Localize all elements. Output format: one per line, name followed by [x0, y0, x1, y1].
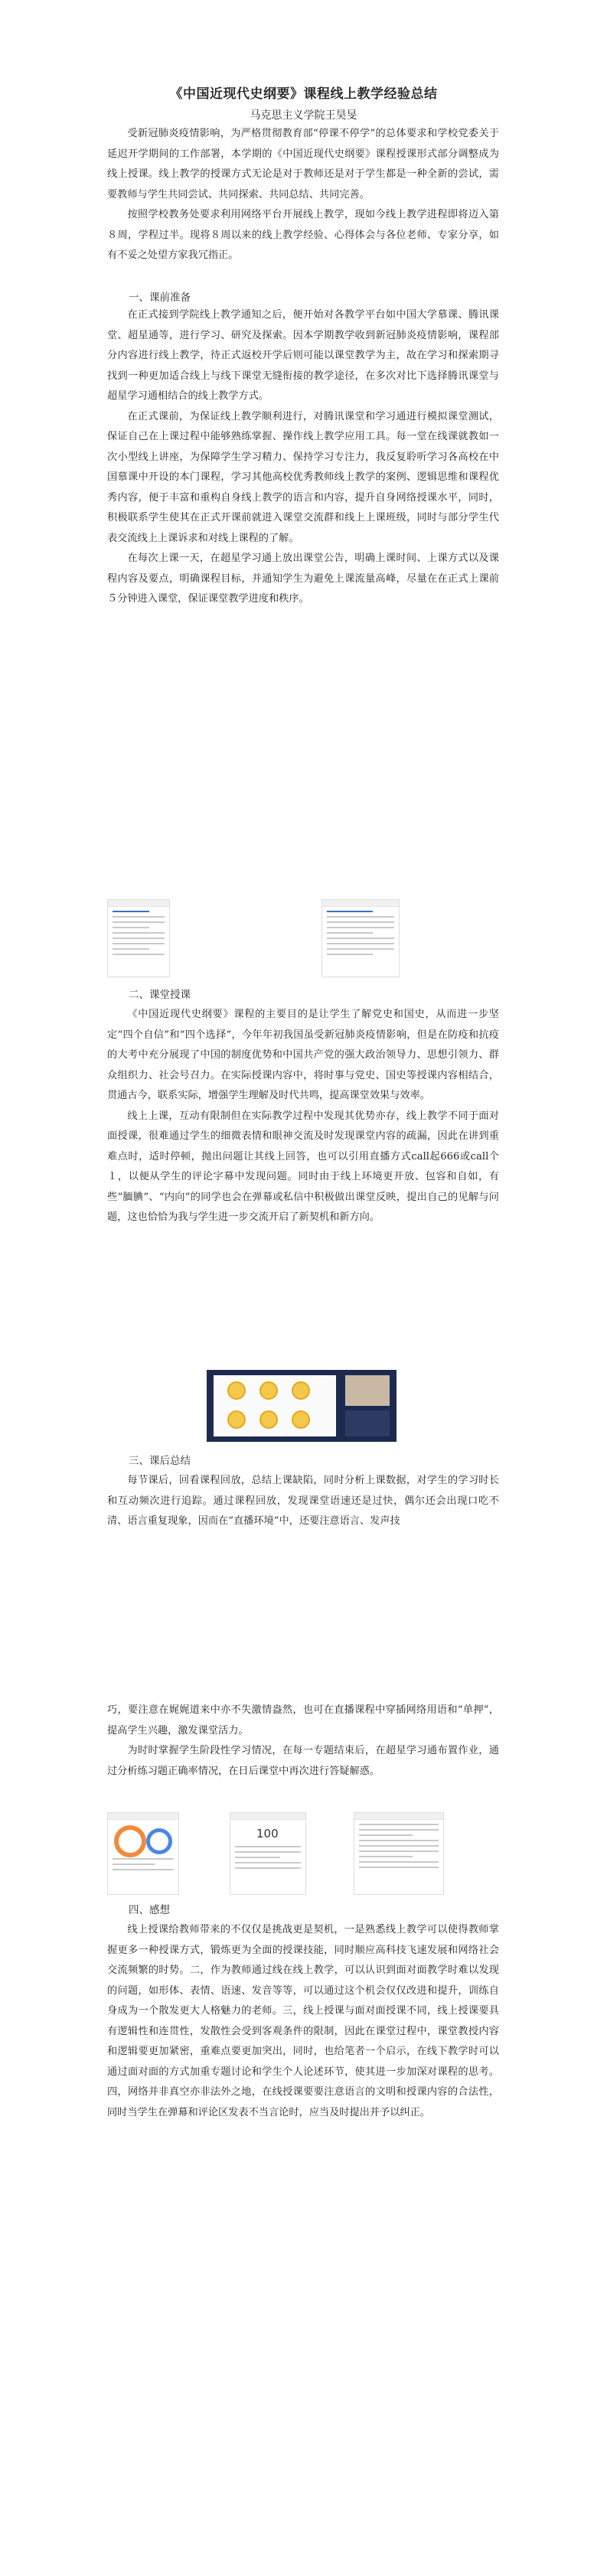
homework-screenshot: [354, 1812, 444, 1895]
teacher-video: [345, 1375, 390, 1406]
paragraph: 为时时掌握学生阶段性学习情况，在每一专题结束后，在超星学习通布置作业，通过分析练习题正确率情况，在日后课堂中再次进行答疑解惑。: [107, 1745, 499, 1777]
slide-panel: [214, 1375, 336, 1436]
circle-icon: [259, 1381, 278, 1400]
section-heading-2: 二、课堂授课: [129, 989, 191, 1001]
section-3-body-a: [107, 1471, 499, 1532]
section-4-body: [107, 1920, 499, 2123]
section-heading-4: 四、感想: [129, 1904, 170, 1916]
document-title: 《中国近现代史纲要》课程线上教学经验总结: [169, 86, 438, 102]
donut-chart: [114, 1825, 146, 1857]
author-line: 马克思主义学院王昊旻: [250, 109, 357, 122]
score-screenshot: [230, 1812, 306, 1895]
section-3-body-b: [107, 1700, 499, 1782]
section-1-body: [107, 305, 499, 610]
score-text: 100: [256, 1827, 279, 1841]
paragraph: 线上上课，互动有限制但在实际教学过程中发现其优势亦存，线上教学不同于面对面授课，很难通过学生的细微表情和眼神交流及时发现课堂内容的疏漏，因此在讲到重难点时，适时停顿，抛出问题让其线上回答，也可以引用直播方式call起666或call个１，以便从学生的评论字幕中发现问题。同时由于线上环境更开放、包容和自如，有些“腼腆”、“内向”的同学也会在弹幕或私信中积极做出课堂反映，提出自己的见解与问题，这也恰恰为我与学生进一步交流开启了新契机和新方向。: [107, 1110, 499, 1223]
app-screenshot-course-notice: [321, 899, 400, 977]
app-screenshot-announcement: [107, 899, 170, 977]
section-heading-1: 一、课前准备: [129, 292, 191, 304]
circle-icon: [227, 1410, 246, 1429]
paragraph: 在正式课前，为保证线上教学顺利进行，对腾讯课堂和学习通进行模拟课堂测试，保证自己在上课过程中能够熟练掌握、操作线上教学应用工具。每一堂在线课就教如一次小型线上讲座，为保障学生学习精力、保持学习专注力，我反复聆听学习各高校在中国慕课中开设的本门课程，学习其他高校优秀教师线上教学的案例、逻辑思维和课程优秀内容，便于丰富和重构自身线上教学的语言和内容，提升自身网络授课水平，同时，积极联系学生使其在正式开课前就进入课堂交流群和线上上课班级，同时与部分学生代表交流线上上课诉求和对线上课程的了解。: [107, 410, 499, 544]
paragraph: 每节课后，回看课程回放，总结上课缺陷，同时分析上课数据，对学生的学习时长和互动频次进行追踪。通过课程回放，发现课堂语速还是过快，偶尔还会出现口吃不清、语言重复现象，因而在“直播环境”中，还要注意语言、发声技: [107, 1475, 499, 1527]
paragraph: 受新冠肺炎疫情影响，为严格贯彻教育部“停课不停学”的总体要求和学校党委关于延迟开学期间的工作部署，本学期的《中国近现代史纲要》课程授课形式部分调整成为线上授课。线上教学的授课方式无论是对于教师还是对于学生都是一种全新的尝试，需要教师与学生共同尝试、共同探索、共同总结、共同完善。: [107, 128, 499, 201]
intro-block: [107, 124, 499, 266]
circle-icon: [227, 1381, 246, 1400]
donut-chart: [146, 1828, 172, 1854]
circle-icon: [259, 1410, 278, 1429]
section-2-body: [107, 1005, 499, 1228]
paragraph: 《中国近现代史纲要》课程的主要目的是让学生了解党史和国史，从而进一步坚定“四个自信”和“四个选择”，今年年初我国虽受新冠肺炎疫情影响，但是在防疫和抗疫的大考中充分展现了中国的制度优势和中国共产党的强大政治领导力、思想引领力、群众组织力、社会号召力。在实际授课内容中，将时事与党史、国史等授课内容相结合，贯通古今，联系实际，增强学生理解及时代共鸣，提高课堂效果与效率。: [107, 1009, 499, 1101]
paragraph: 巧，要注意在娓娓道来中亦不失激情盎然，也可在直播课程中穿插网络用语和“单押”，提高学生兴趣，激发课堂活力。: [107, 1704, 499, 1736]
paragraph: 在每次上课一天，在超星学习通上放出课堂公告，明确上课时间、上课方式以及课程内容及要点，明确课程目标，并通知学生为避免上课流量高峰，尽量在在正式上课前５分钟进入课堂，保证课堂教学进度和秩序。: [107, 553, 499, 605]
circle-icon: [292, 1381, 310, 1400]
section-heading-3: 三、课后总结: [129, 1455, 191, 1467]
circle-icon: [292, 1410, 310, 1429]
paragraph: 在正式接到学院线上教学通知之后，便开始对各教学平台如中国大学慕课、腾讯课堂、超星通等，进行学习、研究及探索。因本学期教学收到新冠肺炎疫情影响，课程部分内容进行线上教学，待正式返校开学后则可能以课堂教学为主，故在学习和探索期寻找到一种更加适合线上与线下课堂无缝衔接的教学途径，在多次对比下选择腾讯课堂与超星学习通相结合的线上教学方式。: [107, 309, 499, 402]
stats-screenshot: [107, 1812, 179, 1895]
paragraph: 按照学校教务处要求利用网络平台开展线上教学，现如今线上教学进程即将迈入第８周，学程过半。现将８周以来的线上教学经验、心得体会与各位老师、专家分享，如有不妥之处望方家我冗指正。: [107, 209, 499, 261]
paragraph: 线上授课给教师带来的不仅仅是挑战更是契机，一是熟悉线上教学可以使得教师掌握更多一种授课方式，锻炼更为全面的授课技能，同时顺应高科技飞速发展和网络社会交流频繁的时势。二，作为教师通过线在线上教学，可以认识到面对面教学时难以发现的问题，如形体、表情、语速、发音等等，可以通过这个机会仅仅改进和提升，训练自身成为一个散发更大人格魅力的老师。三，线上授课与面对面授课不同，线上授课要具有逻辑性和连贯性，发散性会受到客观条件的限制，因此在课堂过程中，课堂教授内容和逻辑要更加紧密，重难点要更加突出，同时，也给笔者一个启示，在线下教学时可以通过面对面的方式加重专题讨论和学生个人论述环节，使其进一步加深对课程的思考。四，网络并非真空亦非法外之地，在线授课要要注意语言的文明和授课内容的合法性，同时当学生在弹幕和评论区发表不当言论时，应当及时提出并予以纠正。: [107, 1924, 499, 2118]
chat-panel: [345, 1410, 390, 1436]
live-class-screenshot: [207, 1370, 397, 1442]
